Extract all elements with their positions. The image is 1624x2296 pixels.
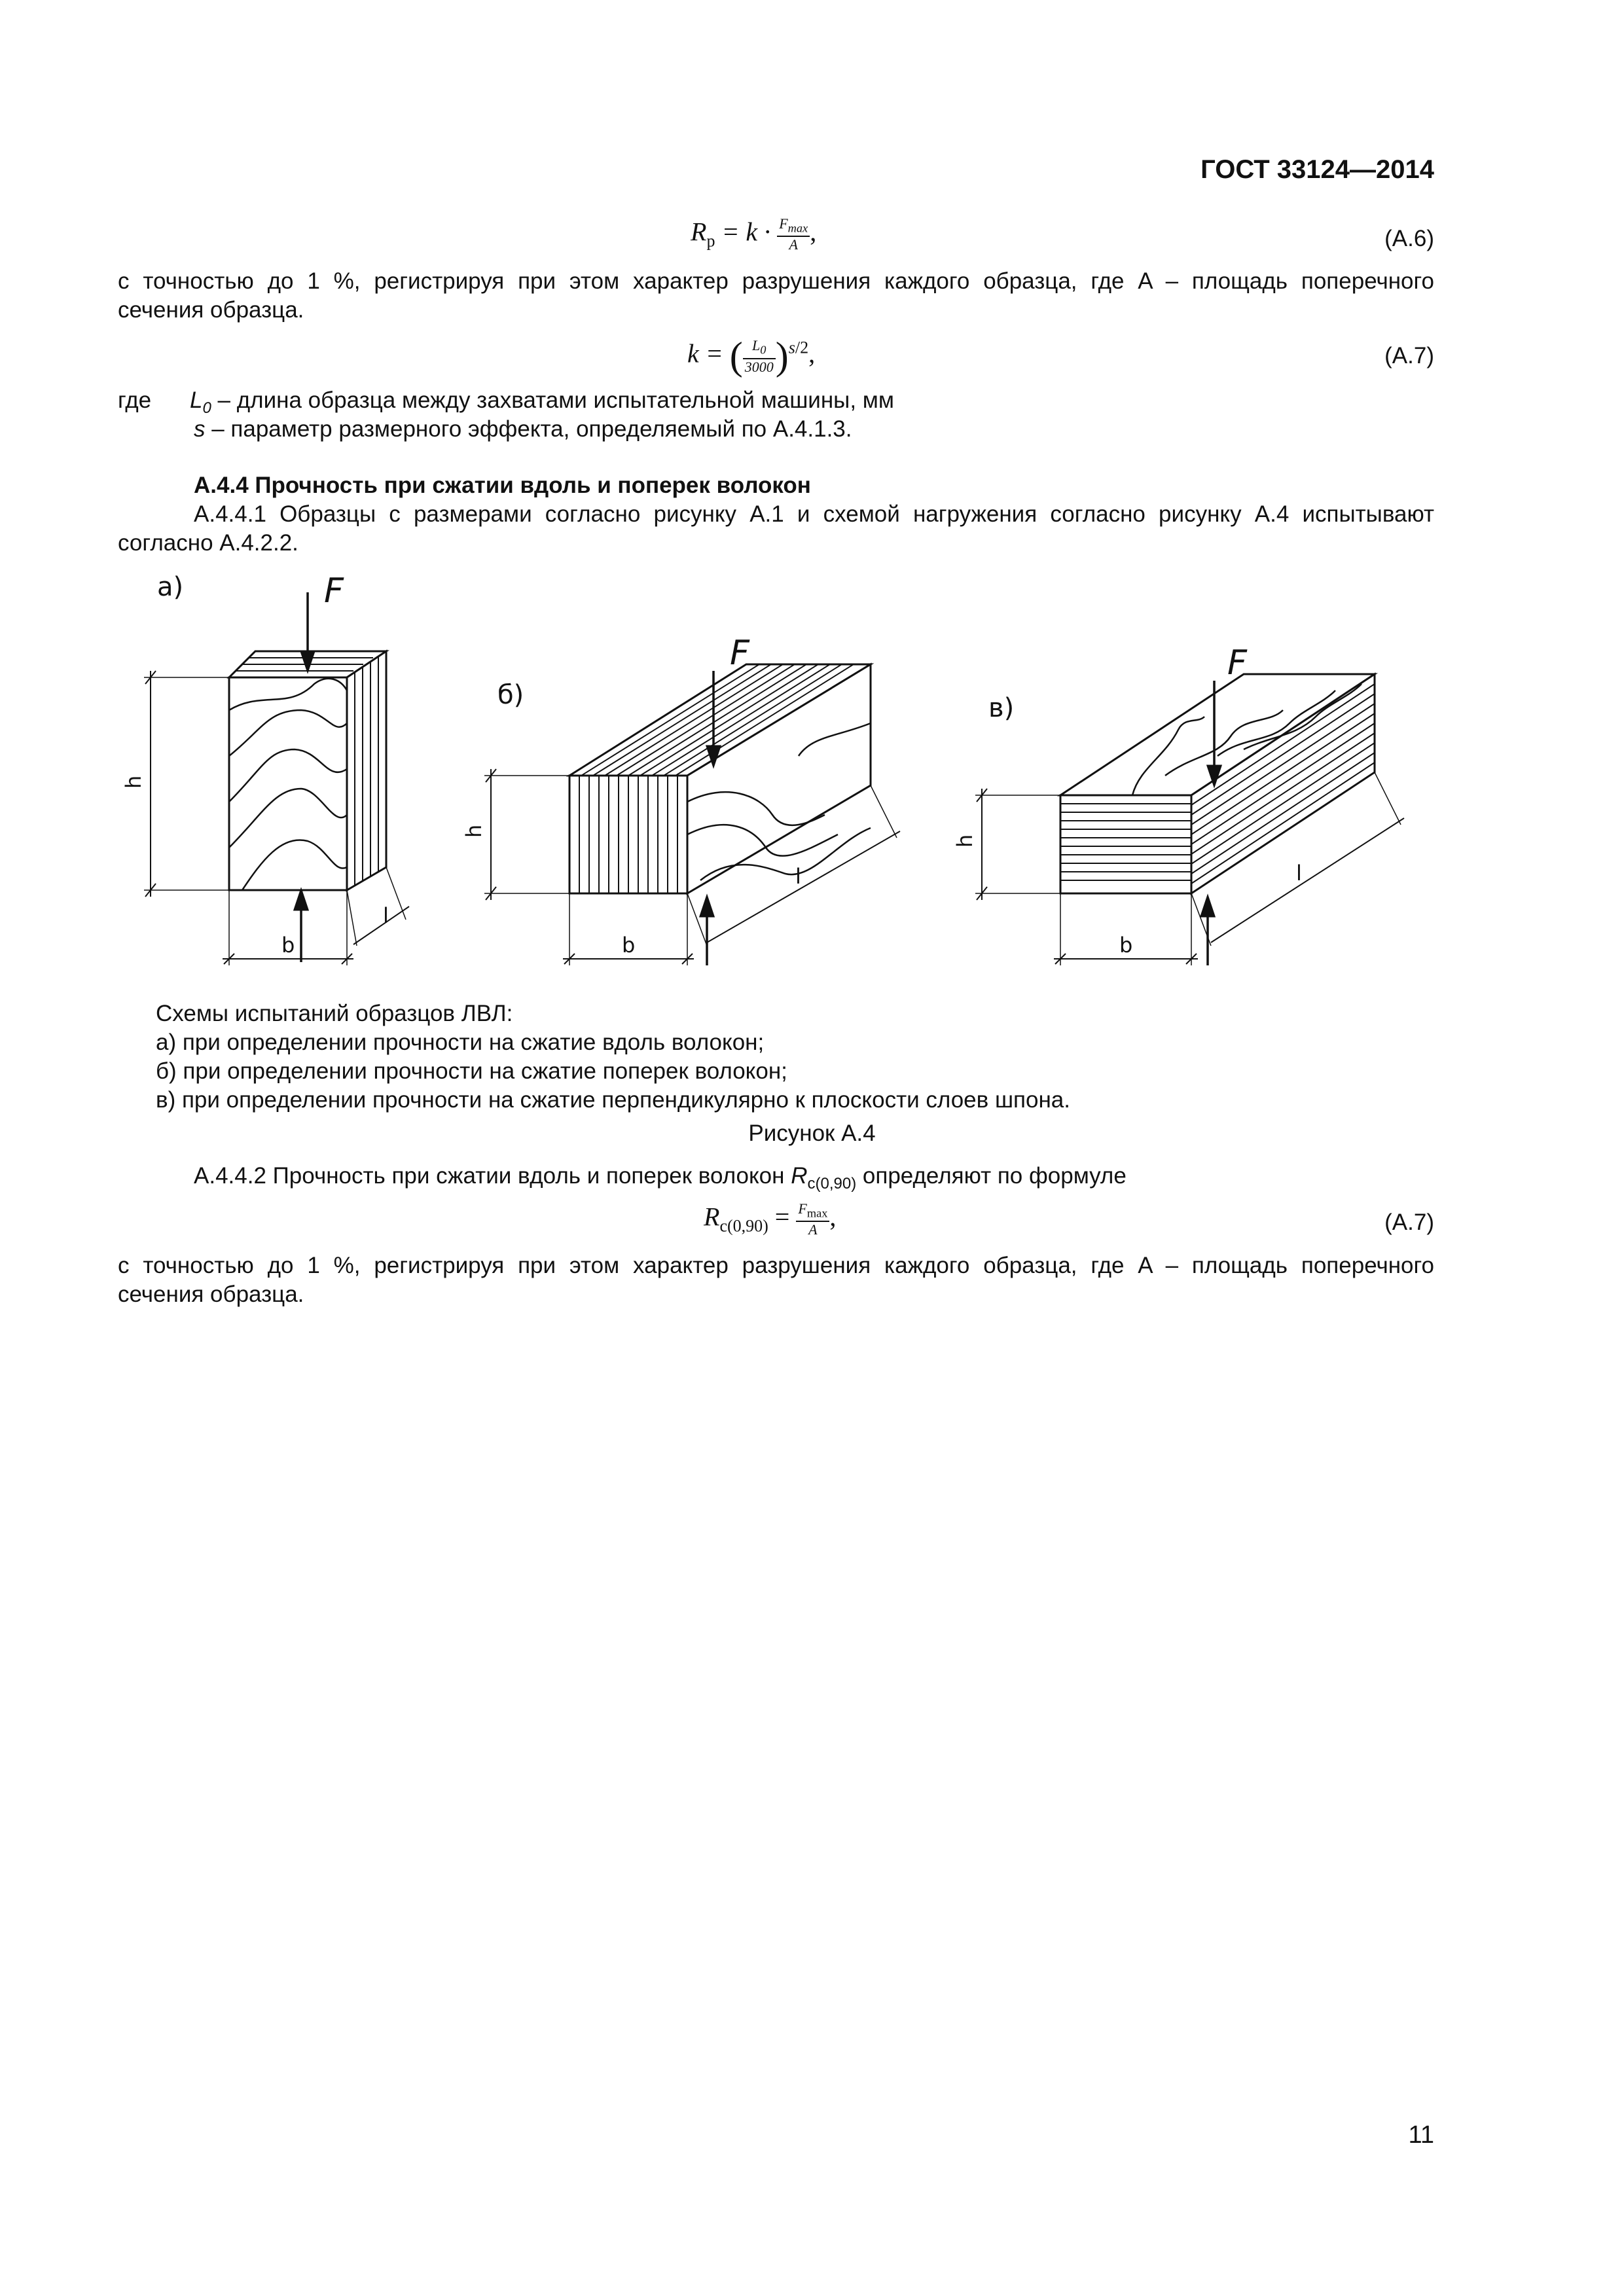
section-heading: А.4.4 Прочность при сжатии вдоль и поперек волокон <box>194 473 811 498</box>
fraction-numerator: F <box>779 215 788 232</box>
dimension-label-h: h <box>121 775 146 789</box>
equation-number-a6: (А.6) <box>1384 226 1434 251</box>
dimension-label-h: h <box>952 834 977 848</box>
where-item <box>194 415 852 444</box>
force-label: F <box>324 571 344 611</box>
paragraph-line: с точностью до 1 %, регистрируя при этом характер разрушения каждого образца, где A – площадь поперечного <box>118 268 1434 294</box>
formula-subscript: p <box>706 231 715 251</box>
paragraph-text: А.4.4.2 Прочность при сжатии вдоль и поперек волокон <box>194 1163 791 1189</box>
figure-caption-line: в) при определении прочности на сжатие перпендикулярно к плоскости слоев шпона. <box>156 1087 1070 1113</box>
figure-test-schemes <box>118 560 1440 1011</box>
force-label: F <box>1227 643 1247 683</box>
formula-a7-k: k = ( $\frac{L_0}{3000}$ )$^{s/2}$, <box>687 334 816 378</box>
dimension-label-b: b <box>622 933 636 958</box>
exponent: s <box>788 338 795 357</box>
formula-symbol: R <box>704 1202 720 1232</box>
paragraph-line <box>194 1162 1127 1198</box>
figure-label-a: а) <box>157 572 184 602</box>
paragraph-line: согласно А.4.2.2. <box>118 530 298 556</box>
where-text: – параметр размерного эффекта, определяемый по А.4.1.3. <box>205 416 852 442</box>
fraction-numerator: L <box>752 337 761 354</box>
formula-operator: = <box>768 1202 797 1232</box>
fraction-numerator-sub: max <box>787 221 808 235</box>
fraction-numerator-sub: max <box>806 1206 828 1220</box>
dimension-label-b: b <box>1119 933 1133 958</box>
formula-tail: , <box>810 217 817 247</box>
paragraph-line: сечения образца. <box>118 297 304 323</box>
exponent-denominator: 2 <box>800 338 809 357</box>
figure-caption-line: б) при определении прочности на сжатие поперек волокон; <box>156 1058 787 1084</box>
specimen-a <box>144 592 409 965</box>
fraction-numerator: F <box>798 1200 807 1217</box>
dimension-label-h: h <box>461 824 486 838</box>
equation-number-a7: (А.7) <box>1384 343 1434 368</box>
formula-tail: , <box>808 338 816 368</box>
fraction-denominator: A <box>808 1221 818 1238</box>
page-number: 11 <box>1408 2121 1434 2149</box>
paragraph-text: определяют по формуле <box>856 1163 1127 1189</box>
fraction <box>796 1201 829 1238</box>
where-text: – длина образца между захватами испытательной машины, мм <box>211 387 894 413</box>
figure-caption-line: а) при определении прочности на сжатие вдоль волокон; <box>156 1030 765 1055</box>
formula-operator: = k · <box>715 217 778 247</box>
dimension-label-l: l <box>1296 861 1302 886</box>
where-symbol: L <box>190 387 203 413</box>
dimension-label-l: l <box>795 864 801 889</box>
fraction-denominator: 3000 <box>744 358 774 375</box>
force-label: F <box>730 634 749 673</box>
fraction <box>777 216 810 253</box>
fraction-denominator: A <box>789 236 798 253</box>
formula-symbol: R <box>691 217 707 247</box>
paragraph-line: сечения образца. <box>118 1282 304 1307</box>
formula-a6 <box>691 216 816 253</box>
figure-title: Рисунок А.4 <box>748 1121 876 1146</box>
specimen-b <box>484 664 900 965</box>
figure-caption-line: Схемы испытаний образцов ЛВЛ: <box>156 1001 513 1026</box>
specimen-v <box>975 674 1404 965</box>
formula-a7-rc <box>704 1201 836 1238</box>
formula-subscript: c(0,90) <box>807 1175 857 1193</box>
where-subscript: 0 <box>202 399 211 417</box>
paragraph-line: А.4.4.1 Образцы с размерами согласно рисунку А.1 и схемой нагружения согласно рисунку А.4 испытывают <box>194 501 1434 527</box>
paragraph-line: с точностью до 1 %, регистрируя при этом характер разрушения каждого образца, где A – площадь поперечного <box>118 1253 1434 1278</box>
figure-label-b: б) <box>497 680 524 710</box>
formula-subscript: c(0,90) <box>719 1216 768 1236</box>
dimension-label-b: b <box>281 933 295 958</box>
fraction-numerator-sub: 0 <box>760 343 767 357</box>
fraction <box>743 338 776 374</box>
formula-tail: , <box>829 1202 837 1232</box>
equation-number-a7: (А.7) <box>1384 1210 1434 1235</box>
dimension-label-l: l <box>383 903 389 928</box>
figure-label-v: в) <box>988 693 1015 723</box>
where-label: где <box>118 387 152 413</box>
formula-symbol: R <box>791 1163 808 1189</box>
where-symbol: s <box>194 416 206 442</box>
document-code: ГОСТ 33124—2014 <box>1200 155 1434 184</box>
formula-symbol: k = <box>687 338 730 368</box>
